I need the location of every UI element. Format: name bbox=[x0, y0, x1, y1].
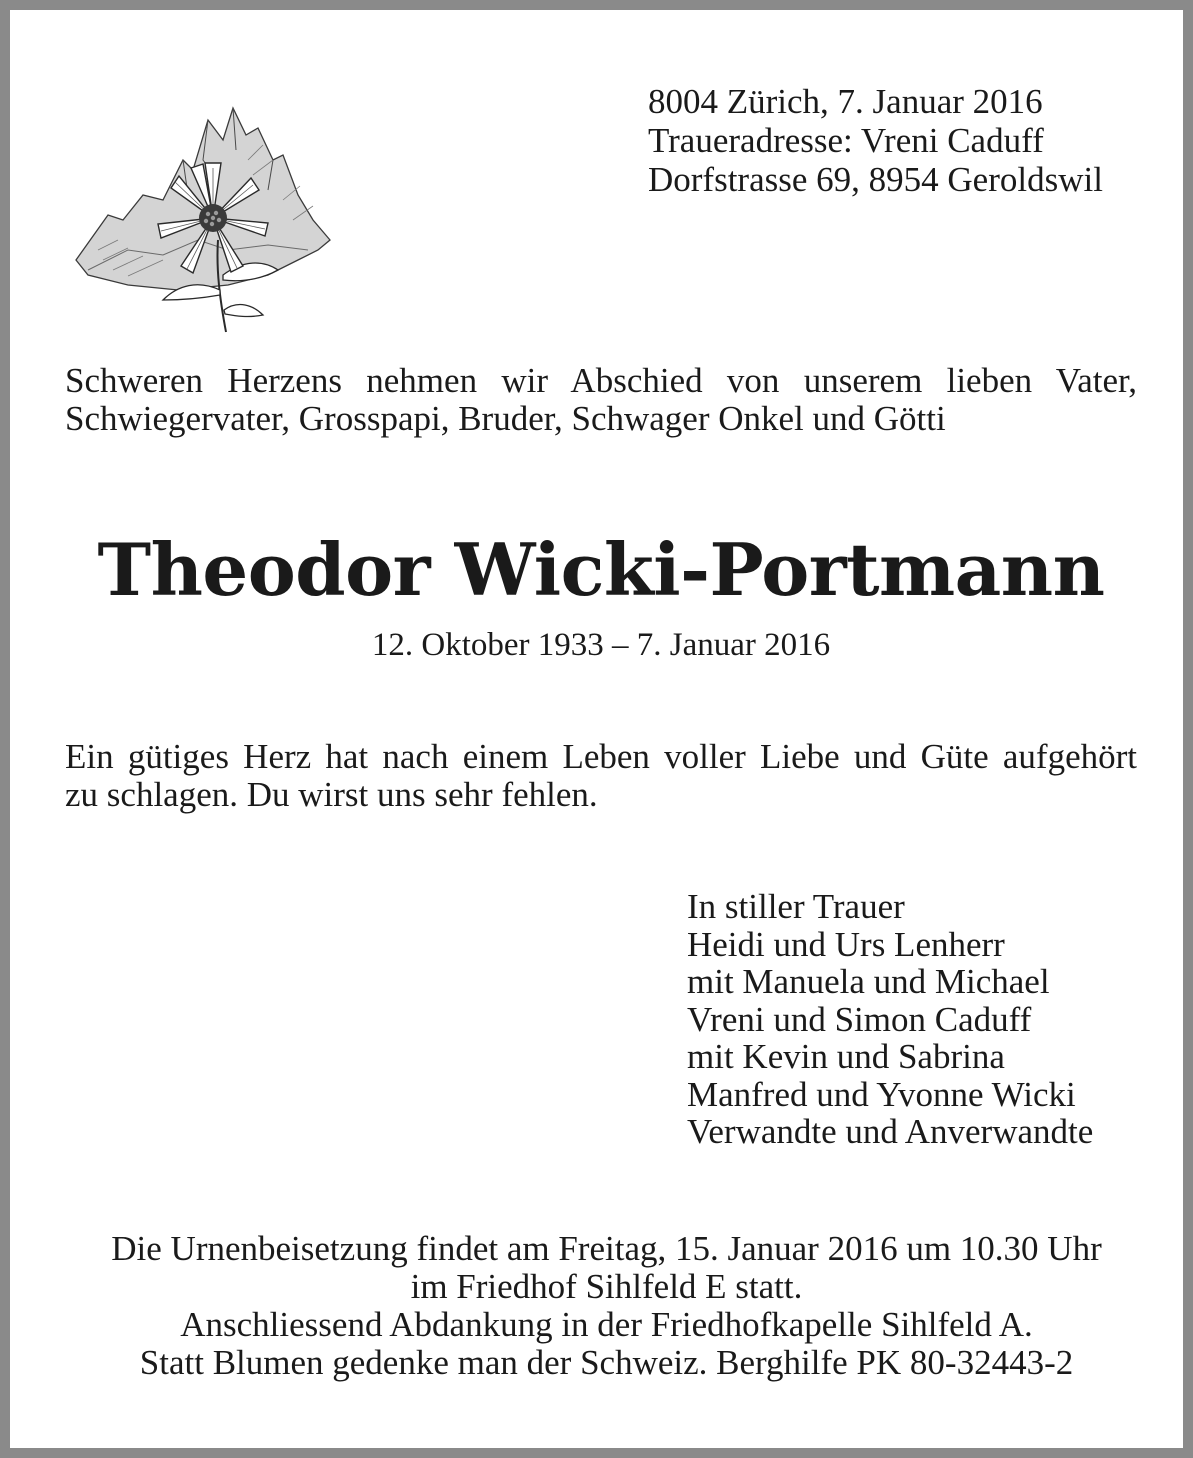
life-dates: 12. Oktober 1933 – 7. Januar 2016 bbox=[371, 627, 831, 663]
edelweiss-mountain-icon bbox=[68, 100, 334, 335]
mourners-list bbox=[687, 888, 1093, 1151]
intro-line-1: Schweren Herzens nehmen wir Abschied von unserem lieben Vater, bbox=[65, 361, 1137, 400]
service-line-3: Anschliessend Abdankung in der Friedhofkapelle Sihlfeld A. bbox=[180, 1305, 1033, 1344]
address-line-place-date: 8004 Zürich, 7. Januar 2016 bbox=[648, 82, 1043, 121]
mourner-entry: Heidi und Urs Lenherr bbox=[687, 924, 1005, 964]
mourner-entry: Verwandte und Anverwandte bbox=[687, 1112, 1094, 1151]
funeral-service-info bbox=[40, 1230, 1173, 1382]
memorial-message bbox=[65, 738, 1137, 814]
mourner-entry: mit Manuela und Michael bbox=[687, 962, 1050, 1001]
message-line-1: Ein gütiges Herz hat nach einem Leben voller Liebe und Güte aufgehört bbox=[65, 737, 1137, 776]
obituary-page bbox=[10, 10, 1183, 1448]
service-line-2: im Friedhof Sihlfeld E statt. bbox=[410, 1267, 803, 1306]
service-line-1: Die Urnenbeisetzung findet am Freitag, 15. Januar 2016 um 10.30 Uhr bbox=[111, 1229, 1102, 1268]
deceased-name: Theodor Wicki-Portmann bbox=[97, 527, 1105, 612]
mourner-entry: Manfred und Yvonne Wicki bbox=[687, 1074, 1076, 1114]
mourner-entry: Vreni und Simon Caduff bbox=[687, 999, 1032, 1039]
mourner-entry: mit Kevin und Sabrina bbox=[687, 1037, 1005, 1076]
mourners-heading: In stiller Trauer bbox=[687, 887, 905, 926]
intro-text bbox=[65, 362, 1137, 438]
address-line-contact: Traueradresse: Vreni Caduff bbox=[648, 121, 1044, 160]
address-line-street: Dorfstrasse 69, 8954 Geroldswil bbox=[648, 160, 1103, 199]
service-line-4: Statt Blumen gedenke man der Schweiz. Berghilfe PK 80-32443-2 bbox=[139, 1343, 1074, 1382]
message-line-2: zu schlagen. Du wirst uns sehr fehlen. bbox=[65, 775, 598, 814]
intro-line-2: Schwiegervater, Grosspapi, Bruder, Schwager Onkel und Götti bbox=[65, 399, 946, 438]
sender-address bbox=[648, 82, 1103, 199]
